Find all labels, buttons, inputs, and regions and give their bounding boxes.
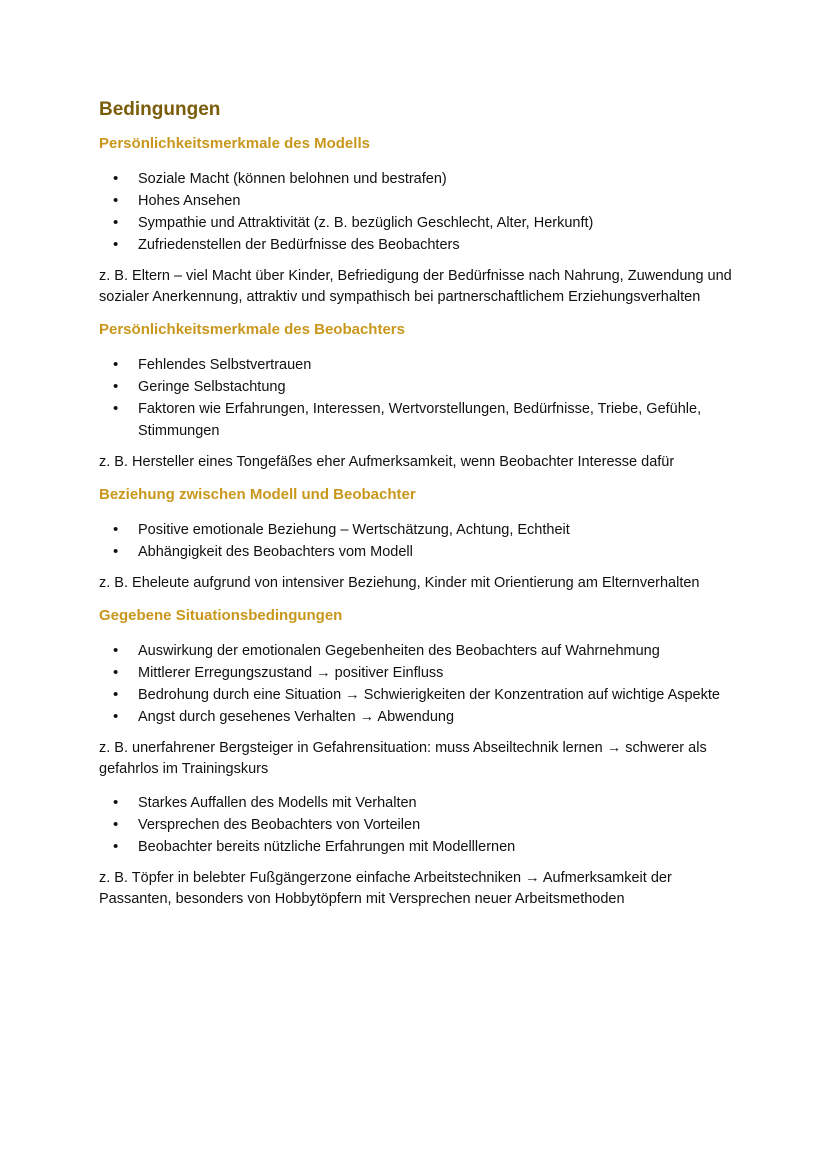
list-item: • Faktoren wie Erfahrungen, Interessen, Wertvorstellungen, Bedürfnisse, Triebe, Gefühle, Stimmungen	[138, 398, 739, 442]
bullet-list-situation	[99, 640, 739, 728]
bullet-list-situation-2	[99, 792, 739, 858]
section-heading-beobachter: Persönlichkeitsmerkmale des Beobachters	[99, 321, 405, 338]
section-heading-beziehung: Beziehung zwischen Modell und Beobachter	[99, 486, 416, 503]
list-item: • Abhängigkeit des Beobachters vom Modell	[138, 541, 739, 563]
list-item: • Mittlerer Erregungszustand → positiver Einfluss	[138, 662, 739, 684]
bullet-list-modell	[99, 168, 739, 256]
example-paragraph: z. B. Eheleute aufgrund von intensiver Beziehung, Kinder mit Orientierung am Elternverhalten	[99, 575, 700, 591]
bullet-list-beziehung	[99, 519, 739, 563]
list-item: • Zufriedenstellen der Bedürfnisse des Beobachters	[138, 234, 739, 256]
document-content	[99, 98, 739, 922]
example-paragraph: z. B. Töpfer in belebter Fußgängerzone einfache Arbeitstechniken → Aufmerksamkeit der Passanten, besonders von Hobbytöpfern mit Versprechen neuer Arbeitsmethoden	[99, 870, 672, 907]
example-paragraph: z. B. Hersteller eines Tongefäßes eher Aufmerksamkeit, wenn Beobachter Interesse dafür	[99, 454, 675, 470]
list-item: • Angst durch gesehenes Verhalten → Abwendung	[138, 706, 739, 728]
page-title: Bedingungen	[99, 99, 221, 120]
list-item: • Positive emotionale Beziehung – Wertschätzung, Achtung, Echtheit	[138, 519, 739, 541]
list-item: • Versprechen des Beobachters von Vorteilen	[138, 814, 739, 836]
list-item: • Beobachter bereits nützliche Erfahrungen mit Modelllernen	[138, 836, 739, 858]
list-item: • Geringe Selbstachtung	[138, 376, 739, 398]
example-paragraph: z. B. unerfahrener Bergsteiger in Gefahrensituation: muss Abseiltechnik lernen → schwerer als gefahrlos im Trainingskurs	[99, 740, 707, 777]
list-item: • Hohes Ansehen	[138, 190, 739, 212]
bullet-list-beobachter	[99, 354, 739, 442]
section-heading-modell: Persönlichkeitsmerkmale des Modells	[99, 135, 370, 152]
list-item: • Sympathie und Attraktivität (z. B. bezüglich Geschlecht, Alter, Herkunft)	[138, 212, 739, 234]
example-paragraph: z. B. Eltern – viel Macht über Kinder, Befriedigung der Bedürfnisse nach Nahrung, Zuwendung und sozialer Anerkennung, attraktiv und sympathisch bei partnerschaftlichem Erziehungsverhalten	[99, 268, 732, 305]
list-item: • Bedrohung durch eine Situation → Schwierigkeiten der Konzentration auf wichtige Aspekte	[138, 684, 739, 706]
list-item: • Soziale Macht (können belohnen und bestrafen)	[138, 168, 739, 190]
section-heading-situation: Gegebene Situationsbedingungen	[99, 607, 343, 624]
list-item: • Starkes Auffallen des Modells mit Verhalten	[138, 792, 739, 814]
list-item: • Fehlendes Selbstvertrauen	[138, 354, 739, 376]
list-item: • Auswirkung der emotionalen Gegebenheiten des Beobachters auf Wahrnehmung	[138, 640, 739, 662]
